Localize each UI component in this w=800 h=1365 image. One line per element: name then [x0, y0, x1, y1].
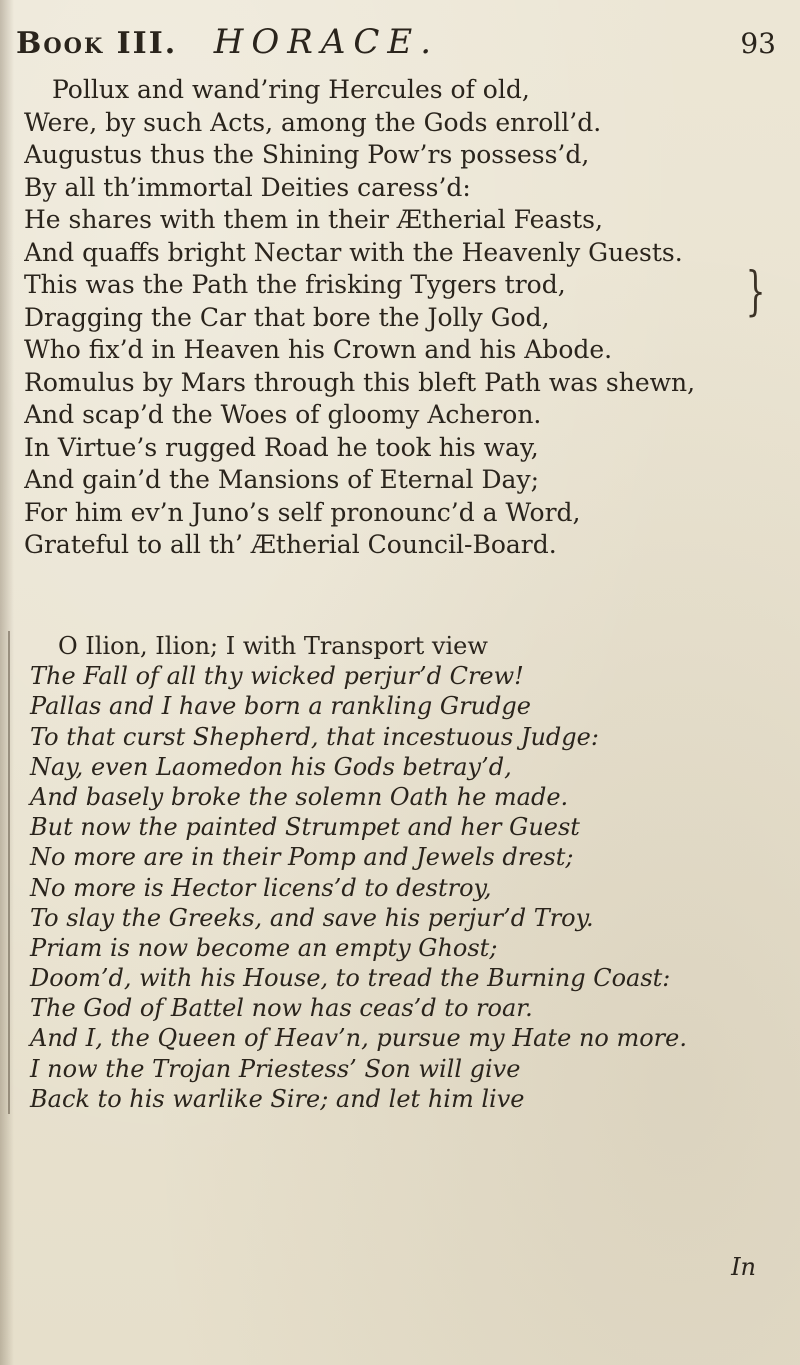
verse-line: No more is Hector licens’d to destroy,	[30, 873, 492, 902]
verse-line: The Fall of all thy wicked perjur’d Crew!	[30, 662, 524, 691]
verse-line: For him ev’n Juno’s self pronounc’d a Word,	[24, 497, 581, 527]
running-title: HORACE.	[213, 22, 440, 62]
verse-line: Back to his warlike Sire; and let him live	[30, 1084, 525, 1113]
verse-line: O Ilion, Ilion; I with Transport view	[58, 632, 488, 660]
page-number: 93	[740, 27, 776, 60]
verse-block-one	[24, 74, 764, 562]
verse-line: And quaffs bright Nectar with the Heavenly Guests.	[24, 237, 683, 267]
verse-line: Pallas and I have born a rankling Grudge	[30, 692, 531, 721]
triplet-brace: }	[745, 262, 766, 322]
verse-line: I now the Trojan Priestess’ Son will give	[30, 1054, 521, 1083]
verse-line: To slay the Greeks, and save his perjur’d Troy.	[30, 903, 594, 932]
page-header	[16, 10, 776, 74]
running-head	[16, 10, 439, 76]
verse-line: Grateful to all th’ Ætherial Council-Board.	[24, 530, 557, 559]
verse-line: The God of Battel now has ceas’d to roar.	[30, 994, 533, 1023]
verse-line: This was the Path the frisking Tygers trod,	[24, 270, 566, 299]
book-label: Book III.	[16, 26, 178, 61]
verse-line: And scap’d the Woes of gloomy Acheron.	[24, 400, 542, 429]
verse-line: Pollux and wand’ring Hercules of old,	[52, 75, 530, 104]
verse-line: Priam is now become an empty Ghost;	[30, 933, 498, 962]
verse-line: In Virtue’s rugged Road he took his way,	[24, 432, 539, 462]
verse-line: Doom’d, with his House, to tread the Burning Coast:	[30, 964, 671, 993]
catchword: In	[731, 1253, 756, 1281]
verse-line: He shares with them in their Ætherial Feasts,	[24, 205, 603, 234]
verse-line: Romulus by Mars through this bleft Path was shewn,	[24, 367, 696, 397]
verse-line: Nay, even Laomedon his Gods betray’d,	[30, 752, 512, 781]
verse-line: To that curst Shepherd, that incestuous Judge:	[30, 722, 599, 751]
verse-block-two	[8, 631, 772, 1114]
verse-line: Who fix’d in Heaven his Crown and his Abode.	[24, 335, 613, 364]
verse-line: By all th’immortal Deities caress’d:	[24, 172, 471, 202]
verse-line: No more are in their Pomp and Jewels drest;	[30, 843, 574, 872]
verse-line: Augustus thus the Shining Pow’rs possess’d,	[24, 140, 590, 169]
verse-line: Were, by such Acts, among the Gods enroll’d.	[24, 107, 602, 137]
verse-line: And I, the Queen of Heav’n, pursue my Hate no more.	[30, 1024, 687, 1053]
verse-line: And basely broke the solemn Oath he made.	[30, 782, 569, 811]
verse-line: But now the painted Strumpet and her Guest	[30, 813, 580, 842]
verse-line: And gain’d the Mansions of Eternal Day;	[24, 465, 539, 494]
verse-line: Dragging the Car that bore the Jolly God,	[24, 302, 550, 332]
